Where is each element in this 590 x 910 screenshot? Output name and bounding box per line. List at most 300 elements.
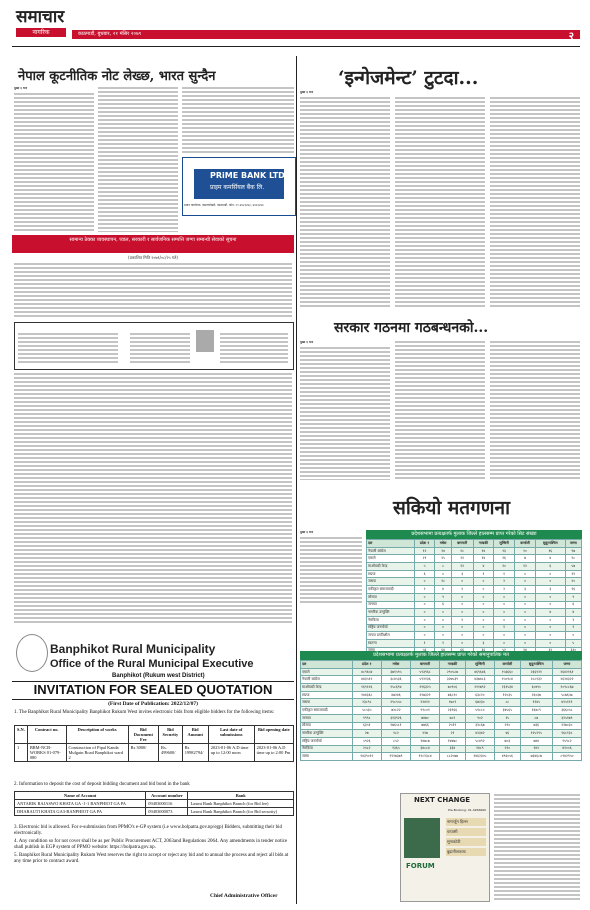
table-header: Bid Security [159, 726, 183, 744]
table-cell: ० [435, 632, 451, 640]
article-body-column [395, 340, 485, 480]
table-cell: जम्मा [301, 753, 353, 761]
table-cell: १० [494, 563, 515, 571]
ad-location-list [446, 818, 486, 858]
table-cell: १७६५८१ [381, 722, 410, 730]
bank-contact: प्रधान कार्यालय, कमलपोखरी, काठमाडौं, फोन: ०१-४४२३२७३, ४४२३२७४ [184, 203, 264, 207]
table-cell: ० [473, 609, 494, 617]
table-cell: DHARAUTI KHATA GA3-BANPHIOT GA PA [15, 808, 146, 816]
table-cell: ४४३५१२ [352, 676, 381, 684]
deposit-note: 2. Information to deposit the cost of deposit bidding document and bid bond in the bank [14, 782, 190, 787]
table-cell: ० [514, 632, 535, 640]
table-cell: ५९३९६८ [410, 668, 439, 676]
table-cell: १५८६९४ [381, 684, 410, 692]
table-cell: ९९८०१ [410, 707, 439, 715]
table-cell: ३७१५९५ [381, 668, 410, 676]
table-cell: ६३५१ [352, 722, 381, 730]
table-cell: नेमकिपा [301, 745, 353, 753]
table-cell: ९०२ [465, 714, 494, 722]
table-cell: २ [494, 586, 515, 594]
table-cell: ० [451, 609, 473, 617]
table-cell: २६४२१६१ [552, 668, 581, 676]
table-header: प्रदेश १ [414, 540, 435, 548]
pr-vote-table [300, 651, 582, 761]
table-header: कर्णाली [514, 540, 535, 548]
table-row [301, 745, 582, 753]
table-cell: नेमकिपा [367, 616, 415, 624]
table-row [367, 570, 582, 578]
table-cell: जनमत [367, 601, 415, 609]
article-body-column [300, 536, 362, 604]
table-cell: राष्ट्रिय जनमोर्चा [367, 624, 415, 632]
table-cell: ० [536, 624, 566, 632]
table-cell: ४ [536, 609, 566, 617]
table-cell: ४८९६५४ [352, 668, 381, 676]
table-cell: १७८९ [440, 699, 466, 707]
table-row [367, 609, 582, 617]
table-row [367, 555, 582, 563]
table-cell: ० [414, 632, 435, 640]
table-cell: ३३४ [440, 745, 466, 753]
table-cell: ८ [435, 563, 451, 571]
tender-office-subtitle: Office of the Rural Municipal Executive [50, 658, 254, 670]
table-cell: ५९८८० [465, 707, 494, 715]
table-cell: ४१००६ [552, 745, 581, 753]
article-byline: मुख्य ६ थपः [300, 340, 314, 344]
table-cell: ८५२ [381, 737, 410, 745]
table-cell: ९७ [565, 547, 581, 555]
table-header: प्रदेश १ [352, 661, 381, 669]
pr-table-title: प्रदेशसभामा प्रत्यक्षतर्फ मुलाक जिल्ले हालसम्म प्राप्त गरेको समानुपातिक मत [300, 651, 582, 660]
table-cell: ८८२०७७ [440, 753, 466, 761]
fptp-table-title: प्रदेशसभामा प्रत्यक्षतर्फ मुलाक जिल्ले हालसम्म प्राप्त गरेको सिट संख्या [366, 530, 582, 539]
table-cell: लोसपा [301, 722, 353, 730]
table-cell: १०९८८६७ [552, 684, 581, 692]
table-cell: ३४५६५ [494, 707, 520, 715]
article-body-column [300, 346, 390, 480]
table-header: बागमती [451, 540, 473, 548]
article-headline-engagement: ‘इन्गेजमेन्ट’ टुटदा... [338, 67, 479, 89]
table-cell: ० [473, 578, 494, 586]
table-cell: ४२३४२ [465, 730, 494, 738]
table-cell: ० [514, 624, 535, 632]
table-cell: १० [514, 547, 535, 555]
table-cell: राष्ट्रिय जनमोर्चा [301, 737, 353, 745]
table-cell: २२४११ [410, 699, 439, 707]
table-cell: राप्रपा [301, 691, 353, 699]
table-cell: ९५९८२ [552, 737, 581, 745]
table-cell: १ [494, 570, 515, 578]
table-cell: ७६४६८७ [520, 753, 552, 761]
table-header: लुम्बिनी [465, 661, 494, 669]
table-cell: ४६ [494, 730, 520, 738]
article-body-column [490, 340, 580, 480]
table-cell: ११४५ [520, 699, 552, 707]
table-cell: 1 [15, 744, 28, 762]
tender-notes [14, 825, 294, 866]
table-header: कर्णाली [494, 661, 520, 669]
table-cell: ४१५१११ [552, 699, 581, 707]
table-cell: १४६२३५५ [465, 753, 494, 761]
table-cell: ० [435, 624, 451, 632]
table-cell: १४२ [520, 745, 552, 753]
table-cell: ३१३९२६ [381, 714, 410, 722]
table-cell: ४६९६४६ [465, 668, 494, 676]
table-cell: २१ [440, 730, 466, 738]
table-cell: २७ [352, 730, 381, 738]
table-cell: ० [536, 639, 566, 647]
table-cell: ७८२ [440, 714, 466, 722]
table-header: Bid Amount [182, 726, 208, 744]
table-cell: ३२७५३९ [440, 676, 466, 684]
table-cell: ० [435, 616, 451, 624]
table-cell: 09403000116 [146, 800, 188, 808]
table-cell: ० [435, 570, 451, 578]
table-cell: १३१५३४ [494, 684, 520, 692]
table-cell: २ [414, 586, 435, 594]
table-cell: ७ [514, 555, 535, 563]
tender-note: 3. Electronic bid is allowed. For e-submission from PPMO's e-GP system (i.e www.bolpatra.gov.np/egp) Bidders, submitting their bid electronically. [14, 825, 282, 837]
table-cell: १४४७८ [440, 737, 466, 745]
table-cell: ० [514, 601, 535, 609]
table-cell: १४ [473, 555, 494, 563]
table-cell: १४४३६८ [352, 691, 381, 699]
table-header: Bid Document Fee [128, 726, 158, 744]
article-headline-government: सरकार गठनमा गठबन्धनको... [334, 320, 489, 336]
table-cell: १६ [494, 555, 515, 563]
table-cell: १६४८९ [520, 707, 552, 715]
notice-terms [14, 372, 292, 624]
table-row [301, 684, 582, 692]
issue-date-bar: काठमाडौं, बुधबार, २१ मंसिर २०७९ [72, 30, 580, 39]
table-cell: ० [536, 616, 566, 624]
table-row [15, 800, 294, 808]
table-header: S.N. [15, 726, 28, 744]
table-cell: ४७२४६ [381, 691, 410, 699]
table-row [367, 563, 582, 571]
table-row [301, 753, 582, 761]
table-cell: ५९२६ [352, 737, 381, 745]
notice-body [14, 262, 292, 318]
table-cell: ३८४५३६ [381, 676, 410, 684]
table-cell: जनमत [301, 714, 353, 722]
section-label: नागरिक [16, 28, 66, 37]
table-cell: ७०३ [494, 737, 520, 745]
table-cell: १३६५ [381, 745, 410, 753]
table-cell: २० [565, 578, 581, 586]
table-header: सुदूरपश्चिम [520, 661, 552, 669]
table-cell: ० [514, 593, 535, 601]
table-header: Last date of submissions [208, 726, 254, 744]
table-row [367, 547, 582, 555]
table-cell: ० [536, 578, 566, 586]
table-cell: ७४४ [520, 737, 552, 745]
table-cell: १८२ [381, 730, 410, 738]
table-cell: ० [473, 632, 494, 640]
article-byline: मुख्य ६ थपः [300, 90, 314, 94]
table-cell: ७४७० [410, 714, 439, 722]
article-headline-india: नेपाल कूटनीतिक नोट लेख्छ, भारत सुन्दैन [18, 69, 216, 84]
table-cell: जसपा [367, 578, 415, 586]
table-cell: ३ [514, 586, 535, 594]
table-row [367, 639, 582, 647]
table-cell: ० [536, 601, 566, 609]
table-cell: २१० [494, 722, 520, 730]
table-header: Contract no. [27, 726, 66, 744]
table-header: दल [301, 661, 353, 669]
table-header: गण्डकी [440, 661, 466, 669]
table-cell: २५१९ [440, 722, 466, 730]
masthead-rule [12, 46, 580, 47]
notice-date: (प्रकाशित मिति २०७९/०८/२५ गते) [128, 255, 178, 260]
table-cell: १ [435, 639, 451, 647]
table-row [367, 586, 582, 594]
table-cell: २१ [451, 555, 473, 563]
table-cell: ० [494, 616, 515, 624]
table-cell: ० [536, 593, 566, 601]
page-number: २ [568, 31, 574, 42]
table-cell: ० [473, 593, 494, 601]
table-cell: ६ [565, 601, 581, 609]
table-cell: २८८१३२ [520, 676, 552, 684]
table-row [301, 722, 582, 730]
table-cell: ३ [473, 639, 494, 647]
table-cell: ५ [414, 563, 435, 571]
table-cell: नागरिक उन्मुक्ति [367, 609, 415, 617]
table-cell: १६ [536, 547, 566, 555]
table-cell: ३२८६७ [465, 722, 494, 730]
table-cell: १५६६६० [494, 668, 520, 676]
table-cell: ९८ [565, 555, 581, 563]
table-cell: ० [494, 601, 515, 609]
ad-location-item: बुढानीलकण्ठ [446, 848, 486, 856]
table-cell: ४ [435, 586, 451, 594]
table-cell: ५९२१३६ [410, 676, 439, 684]
table-cell: १२५२९५ [520, 730, 552, 738]
table-cell: Laxmi Bank Banphikot Branch (for Bid security) [188, 808, 294, 816]
table-cell: नागरिक उन्मुक्ति [301, 730, 353, 738]
bank-name: PRiME BANK LTD. [210, 171, 288, 180]
tender-note: 4. Any condition so for not cover shall be as per Public Procurement ACT, 2063and Regulations 2064. Any amendments in tender notice shall publish in EGP system of PPMO website: https://bolpatra.gov.np. [14, 838, 288, 851]
table-header: गण्डकी [473, 540, 494, 548]
article-byline: मुख्य ६ थपः [300, 530, 314, 534]
official-photo [196, 330, 214, 352]
table-cell: २२७ [410, 730, 439, 738]
table-cell: ४३७४८३ [465, 676, 494, 684]
table-cell: १९१७३७९ [381, 753, 410, 761]
table-row [15, 744, 294, 762]
table-cell: नेपाली कांग्रेस [367, 547, 415, 555]
table-cell: १८ [451, 547, 473, 555]
table-cell: ० [451, 578, 473, 586]
table-cell: १४३९०१२ [352, 753, 381, 761]
table-row [301, 699, 582, 707]
table-cell: ४ [536, 555, 566, 563]
table-cell: २ [494, 578, 515, 586]
table-cell: ५ [565, 639, 581, 647]
table-header: Bid opening date [254, 726, 293, 744]
table-cell: एकीकृत समाजवादी [301, 707, 353, 715]
table-cell: ० [494, 593, 515, 601]
table-cell: २५८२ [352, 745, 381, 753]
table-cell: ३ [451, 570, 473, 578]
table-cell: १ [473, 570, 494, 578]
table-cell: ५८७६५७ [552, 691, 581, 699]
table-cell: ० [473, 616, 494, 624]
ad-phone: Pre-Booking: 01-4266660 [448, 808, 487, 812]
table-cell: ११ [565, 570, 581, 578]
table-cell: Rs 3000/ [128, 744, 158, 762]
article-byline: मुख्य ६ थपः [14, 86, 28, 90]
ad-location-item: धापासी [446, 828, 486, 836]
article-body-column [395, 96, 485, 308]
article-body-column [98, 86, 178, 232]
table-header: मधेस [381, 661, 410, 669]
table-cell: १६ [565, 586, 581, 594]
ad-location-item: नागार्जुन हिल्स [446, 818, 486, 826]
table-cell: ० [414, 578, 435, 586]
table-cell: ० [565, 632, 581, 640]
table-row [301, 691, 582, 699]
table-cell: ४ [565, 609, 581, 617]
table-cell: ० [494, 639, 515, 647]
table-cell: ० [514, 578, 535, 586]
table-row [367, 601, 582, 609]
table-cell: ८७ [520, 714, 552, 722]
table-cell: लोसपा [367, 593, 415, 601]
bank-name-nepali: प्राइम कमर्सियल बैंक लि. [210, 184, 265, 191]
table-cell: २१ [414, 555, 435, 563]
table-cell: ७३६ [520, 722, 552, 730]
table-cell: २ [451, 586, 473, 594]
table-cell: ० [473, 601, 494, 609]
table-cell: १ [414, 639, 435, 647]
table-cell: ८८ [494, 699, 520, 707]
table-row [301, 714, 582, 722]
table-header: बागमती [410, 661, 439, 669]
tender-place: Banphikot (Rukum west District) [112, 673, 205, 679]
table-cell: ६ [414, 570, 435, 578]
ad-brand-logo: FORUM [406, 862, 435, 870]
table-cell: ANTARIK RAJASWO KHATA GA -1-1 BANPHIOT GA PA [15, 800, 146, 808]
table-cell: १५०९८४ [494, 676, 520, 684]
bank-account-table [14, 791, 294, 816]
table-cell: ५८४९२ [465, 737, 494, 745]
table-cell: एमाले [367, 555, 415, 563]
table-cell: ६ [536, 563, 566, 571]
table-cell: १५ [435, 555, 451, 563]
table-cell: ४९६०५६ [494, 753, 520, 761]
table-cell: ० [414, 616, 435, 624]
table-cell: १६८१३८ [552, 730, 581, 738]
table-header: Description of works [66, 726, 128, 744]
table-cell: ० [414, 624, 435, 632]
column-divider [296, 56, 297, 904]
table-row [301, 730, 582, 738]
table-cell: 09403000073 [146, 808, 188, 816]
table-cell: १२ [451, 563, 473, 571]
table-cell: १९८१३८४ [410, 753, 439, 761]
table-cell: १४ [473, 547, 494, 555]
table-cell: ६७२३० [465, 699, 494, 707]
table-cell: १ [565, 624, 581, 632]
table-cell: जसपा [301, 699, 353, 707]
table-header: लुम्बिनी [494, 540, 515, 548]
tender-office-title: Banphikot Rural Municipality [50, 642, 216, 656]
table-cell: १२०३५ [494, 691, 520, 699]
table-cell: २२७०३० [552, 722, 581, 730]
table-row [367, 593, 582, 601]
table-cell: Rs. 499600/ [159, 744, 183, 762]
table-cell: माओवादी केन्द्र [367, 563, 415, 571]
table-cell: ६ [435, 601, 451, 609]
article-body-column [494, 793, 580, 900]
table-row [15, 808, 294, 816]
table-cell: ७२८२२ [381, 707, 410, 715]
article-body-column [300, 96, 390, 308]
table-cell: Laxmi Bank Banphikot Branch (for Bid fee) [188, 800, 294, 808]
table-cell: २१० [494, 745, 520, 753]
table-cell: १९९८ [352, 714, 381, 722]
table-cell: ० [514, 570, 535, 578]
table-cell: ३६६०५८ [552, 707, 581, 715]
table-cell: ४ [473, 563, 494, 571]
article-body-column [228, 86, 294, 154]
table-cell: ७६८१० [440, 691, 466, 699]
table-header: जम्मा [552, 661, 581, 669]
tender-intro: 1. The Banphikot Rural Municipality Banphikot Rukum West invites electronic bids from eligible bidders for the following items: [14, 710, 275, 715]
table-cell: १२ [514, 563, 535, 571]
table-cell: ० [473, 586, 494, 594]
table-cell: ० [414, 609, 435, 617]
table-cell: ० [451, 601, 473, 609]
table-cell: नेपाली कांग्रेस [301, 676, 353, 684]
table-cell: २३६१२१ [520, 668, 552, 676]
table-cell: ० [435, 609, 451, 617]
table-row [301, 676, 582, 684]
table-cell: ६३८१० [465, 691, 494, 699]
publication-date: (First Date of Publication: 2022/12/07) [108, 701, 198, 707]
table-row [367, 578, 582, 586]
table-header: सुदूरपश्चिम [536, 540, 566, 548]
signature: Chief Administrative Officer [210, 893, 278, 899]
table-cell: ८९४२९५० [552, 753, 581, 761]
table-cell: ० [514, 639, 535, 647]
table-cell: ० [473, 624, 494, 632]
article-headline-count: सकियो मतगणना [393, 497, 511, 519]
table-cell: ० [451, 639, 473, 647]
table-cell: ७७६६ [410, 722, 439, 730]
table-cell: १४८९ [465, 745, 494, 753]
article-body-column [490, 96, 580, 308]
table-cell: १४ [435, 547, 451, 555]
table-cell: १६९१२६ [352, 684, 381, 692]
table-cell: माओवादी केन्द्र [301, 684, 353, 692]
table-cell: ५७ [565, 563, 581, 571]
table-cell: ० [414, 601, 435, 609]
table-cell: २११७९२ [465, 684, 494, 692]
table-cell: ३ [536, 586, 566, 594]
table-cell: 2023-01-06 A.D time up to 12:00 noon [208, 744, 254, 762]
table-cell: स्वतन्त्र [367, 639, 415, 647]
table-cell: १८ [435, 578, 451, 586]
table-cell: २९६३२५ [410, 684, 439, 692]
table-row [301, 668, 582, 676]
table-cell: ३२५१७९ [552, 714, 581, 722]
tender-note: 5. Banphikot Rural Municipality Rukum West reserves the right to accept or reject any bid and to annual the process and reject all bids at any time prior to contract award. [14, 852, 289, 865]
table-cell: २१७३२१ [410, 691, 439, 699]
table-row [301, 737, 582, 745]
